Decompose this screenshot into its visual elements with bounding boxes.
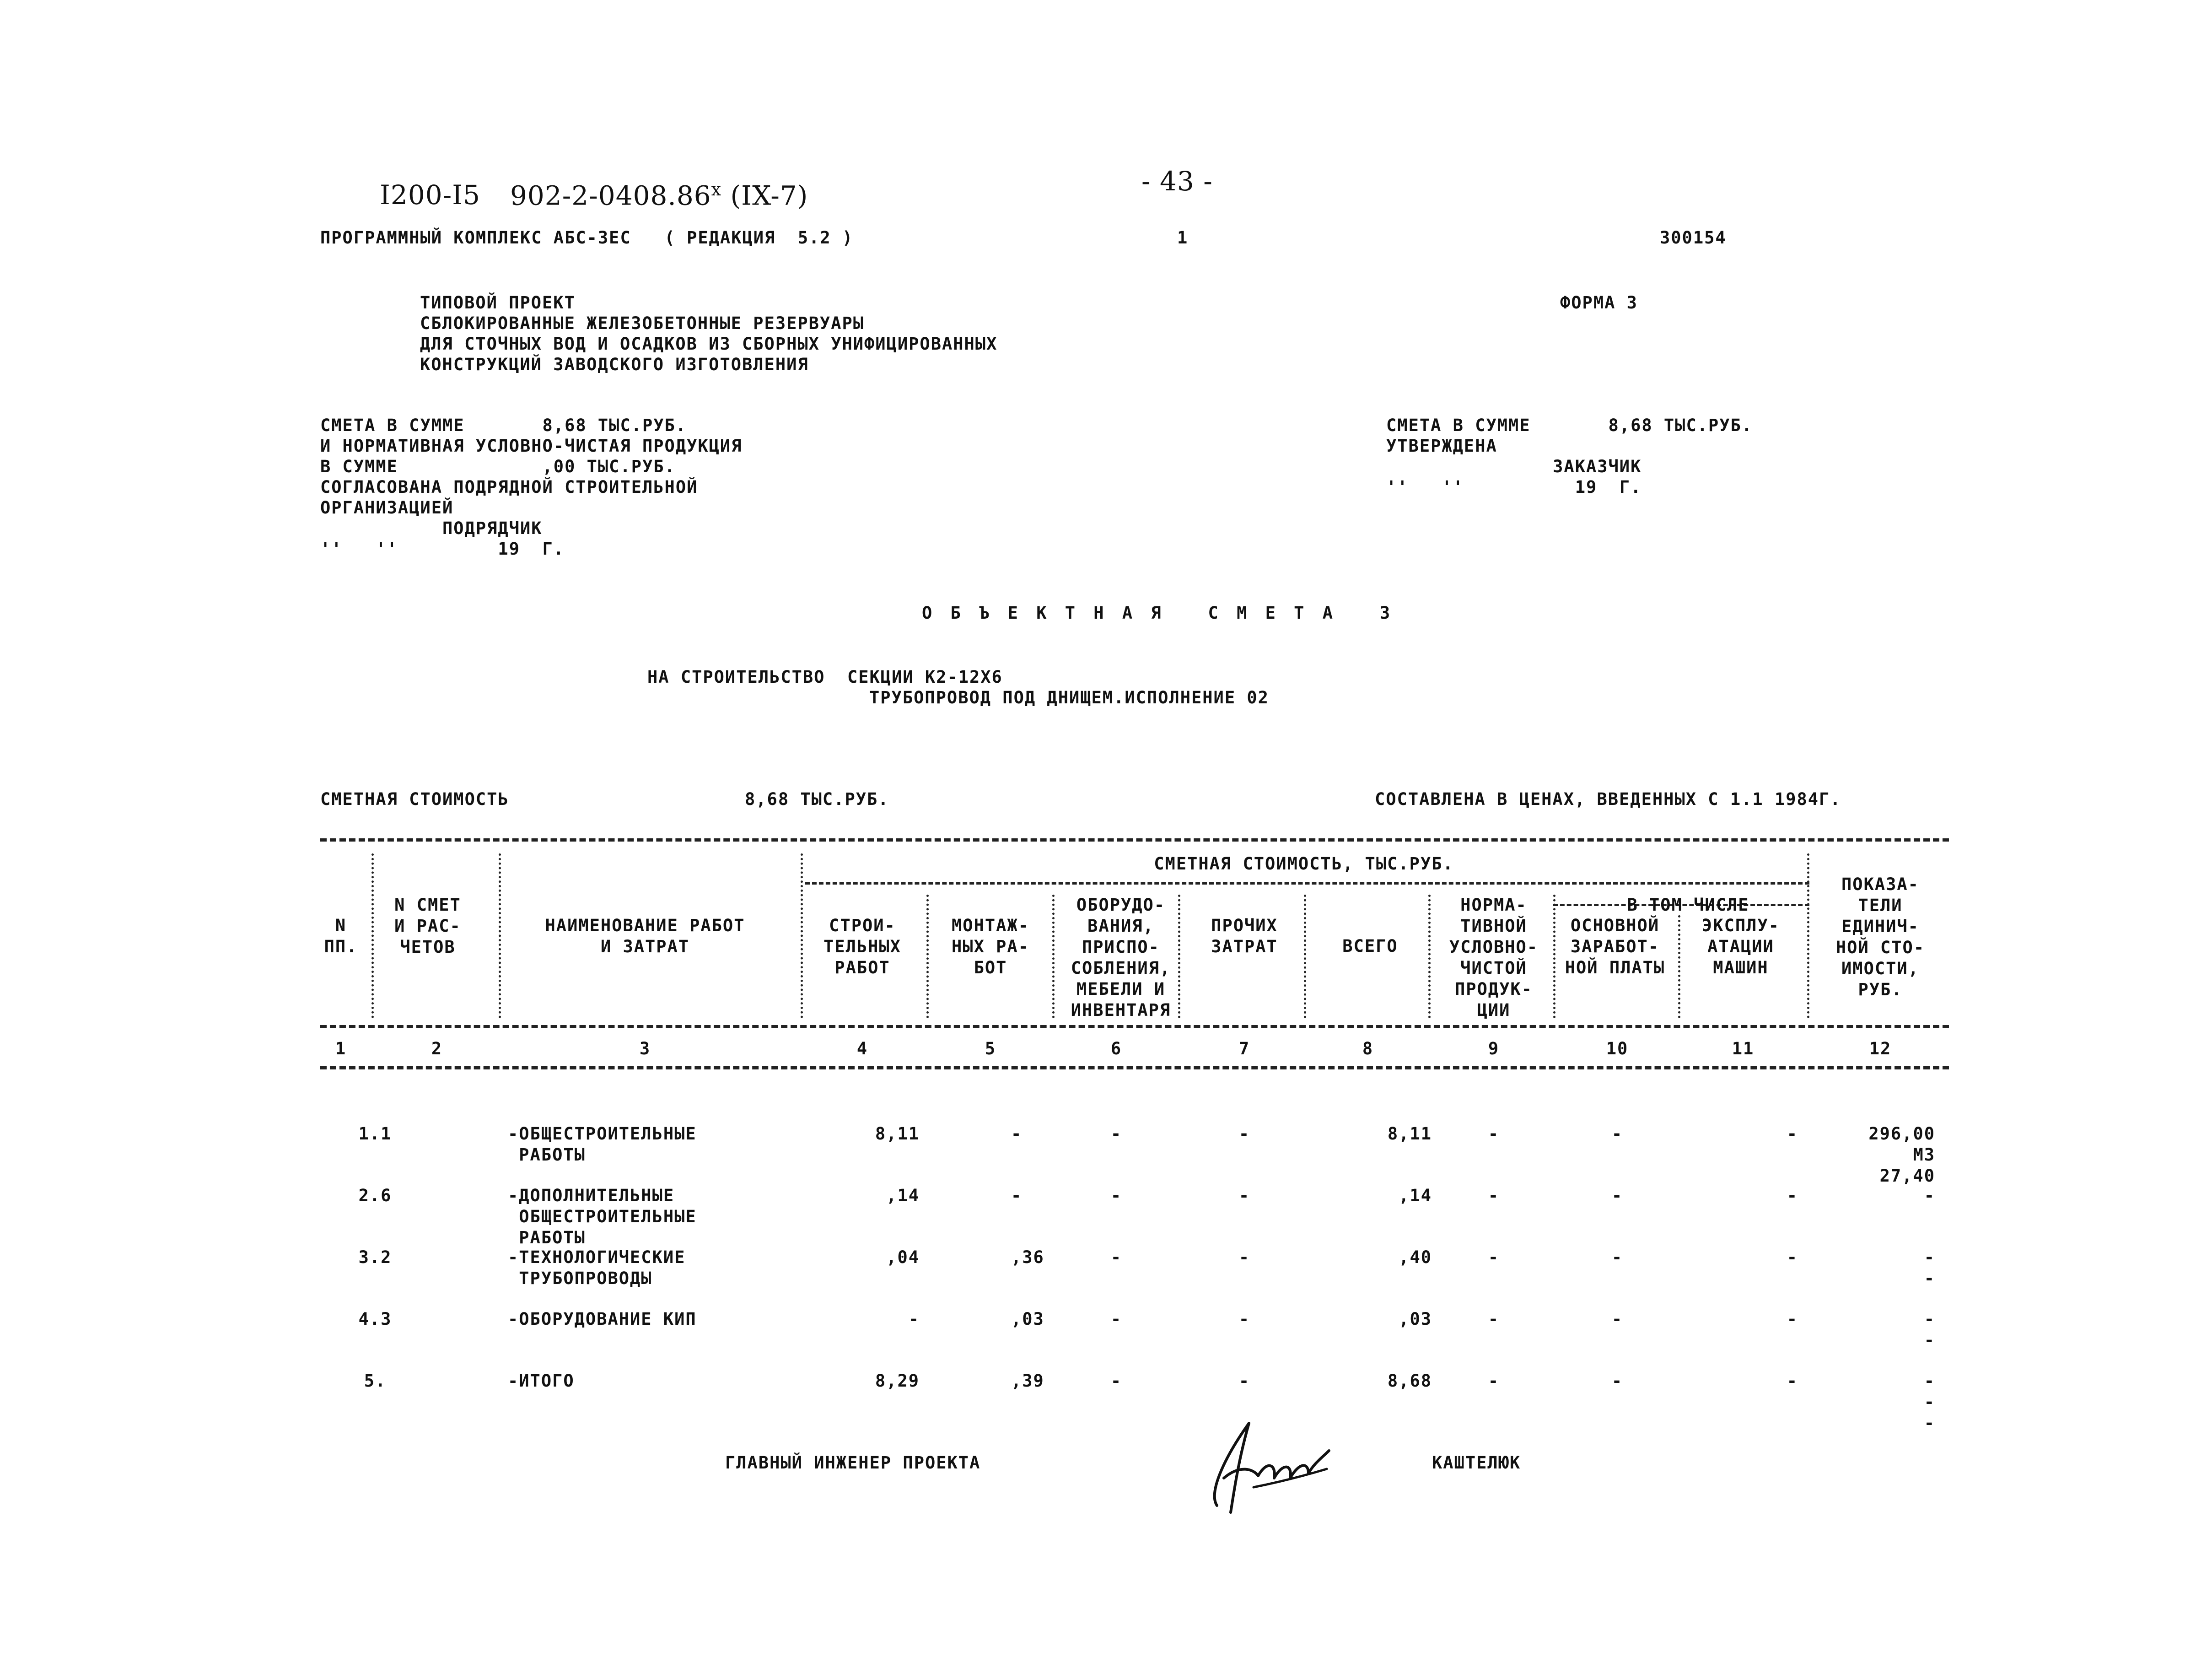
page-index: 1: [1177, 228, 1189, 248]
table-cell-c4: 8,11: [875, 1124, 920, 1144]
column-separator: [1052, 895, 1064, 1018]
table-cell-name: -ИТОГО: [508, 1371, 575, 1391]
group-header: СМЕТНАЯ СТОИМОСТЬ, ТЫС.РУБ.: [1154, 854, 1454, 874]
column-number-8: 8: [1362, 1039, 1374, 1058]
right-block-line-1: СМЕТА В СУММЕ 8,68 ТЫС.РУБ.: [1386, 416, 1753, 435]
header-bottom-border: [320, 1025, 1949, 1028]
table-cell-c9: -: [1488, 1247, 1500, 1267]
table-cell-c7: -: [1238, 1309, 1250, 1329]
left-block-line-1: СМЕТА В СУММЕ 8,68 ТЫС.РУБ.: [320, 416, 687, 435]
table-cell-c12: - -: [1924, 1309, 1935, 1350]
project-line-2: СБЛОКИРОВАННЫЕ ЖЕЛЕЗОБЕТОННЫЕ РЕЗЕРВУАРЫ: [420, 313, 865, 333]
table-cell-c5: -: [1011, 1186, 1023, 1205]
column-number-11: 11: [1732, 1039, 1755, 1058]
column-separator: [926, 895, 938, 1018]
table-cell-n: 4.3: [358, 1309, 392, 1329]
subject-line-2: ТРУБОПРОВОД ПОД ДНИЩЕМ.ИСПОЛНЕНИЕ 02: [869, 688, 1269, 707]
table-cell-c4: ,04: [886, 1247, 920, 1267]
table-cell-n: 5.: [364, 1371, 387, 1391]
table-cell-c8: ,40: [1399, 1247, 1432, 1267]
document-title: О Б Ъ Е К Т Н А Я С М Е Т А 3: [922, 603, 1394, 623]
column-header-12: ПОКАЗА- ТЕЛИ ЕДИНИЧ- НОЙ СТО- ИМОСТИ, РУБ.: [1835, 874, 1925, 999]
column-separator: [1678, 915, 1690, 1018]
column-header-5: МОНТАЖ- НЫХ РА- БОТ: [952, 916, 1029, 977]
column-header-8: ВСЕГО: [1342, 936, 1398, 956]
table-cell-c7: -: [1238, 1247, 1250, 1267]
column-number-12: 12: [1869, 1039, 1892, 1058]
column-number-3: 3: [639, 1039, 651, 1058]
column-separator: [1807, 853, 1819, 1018]
table-cell-name: -ТЕХНОЛОГИЧЕСКИЕ ТРУБОПРОВОДЫ: [508, 1247, 686, 1288]
table-cell-name: -ОБОРУДОВАНИЕ КИП: [508, 1309, 697, 1329]
column-number-2: 2: [431, 1039, 443, 1058]
table-cell-c9: -: [1488, 1371, 1500, 1391]
program-line: ПРОГРАММНЫЙ КОМПЛЕКС АБС-ЗЕС ( РЕДАКЦИЯ 5.2 ): [320, 228, 854, 248]
sheet-code: I200-I5: [380, 179, 481, 211]
column-number-4: 4: [856, 1039, 868, 1058]
signature: [1199, 1414, 1336, 1519]
column-number-6: 6: [1110, 1039, 1122, 1058]
page-number: - 43 -: [1141, 166, 1213, 197]
right-block-line-4: '' '' 19 Г.: [1386, 477, 1642, 497]
table-cell-c7: -: [1238, 1124, 1250, 1144]
table-cell-name: -ДОПОЛНИТЕЛЬНЫЕ ОБЩЕСТРОИТЕЛЬНЫЕ РАБОТЫ: [508, 1186, 697, 1247]
left-block-line-2: И НОРМАТИВНАЯ УСЛОВНО-ЧИСТАЯ ПРОДУКЦИЯ: [320, 436, 743, 456]
table-cell-c10: -: [1611, 1124, 1623, 1144]
column-header-3: НАИМЕНОВАНИЕ РАБОТ И ЗАТРАТ: [545, 916, 745, 956]
left-block-line-5: ОРГАНИЗАЦИЕЙ: [320, 498, 454, 518]
table-cell-c8: ,03: [1399, 1309, 1432, 1329]
subject-line-1: НА СТРОИТЕЛЬСТВО СЕКЦИИ К2-12Х6: [647, 667, 1003, 687]
subgroup-header: В ТОМ ЧИСЛЕ: [1627, 895, 1749, 915]
column-header-1: N ПП.: [324, 916, 358, 956]
column-separator: [371, 853, 383, 1018]
cost-value: 8,68 ТЫС.РУБ.: [745, 789, 889, 809]
table-cell-c8: 8,68: [1387, 1371, 1432, 1391]
project-line-4: КОНСТРУКЦИЙ ЗАВОДСКОГО ИЗГОТОВЛЕНИЯ: [420, 355, 809, 374]
table-cell-c10: -: [1611, 1371, 1623, 1391]
column-number-9: 9: [1488, 1039, 1500, 1058]
prices-note: СОСТАВЛЕНА В ЦЕНАХ, ВВЕДЕННЫХ С 1.1 1984Г.: [1375, 789, 1841, 809]
project-code: [510, 179, 808, 211]
column-separator: [1178, 895, 1189, 1018]
table-cell-c6: -: [1110, 1309, 1122, 1329]
table-cell-c6: -: [1110, 1124, 1122, 1144]
table-cell-c11: -: [1787, 1247, 1798, 1267]
project-code-number: 902-2-0408.86: [510, 180, 711, 211]
table-cell-c10: -: [1611, 1247, 1623, 1267]
table-cell-c6: -: [1110, 1371, 1122, 1391]
left-block-line-7: '' '' 19 Г.: [320, 539, 565, 559]
column-number-5: 5: [985, 1039, 996, 1058]
signatory-surname: КАШТЕЛЮК: [1432, 1453, 1521, 1473]
table-cell-c12: - - -: [1924, 1371, 1935, 1433]
table-cell-c11: -: [1787, 1309, 1798, 1329]
column-separator: [801, 853, 812, 1018]
table-cell-c5: ,39: [1011, 1371, 1044, 1391]
table-cell-c8: 8,11: [1387, 1124, 1432, 1144]
column-numbers-bottom-border: [320, 1066, 1949, 1069]
table-cell-c6: -: [1110, 1186, 1122, 1205]
column-separator: [1553, 895, 1565, 1018]
table-cell-c5: ,36: [1011, 1247, 1044, 1267]
table-top-border: [320, 838, 1949, 842]
table-cell-name: -ОБЩЕСТРОИТЕЛЬНЫЕ РАБОТЫ: [508, 1124, 697, 1165]
table-cell-c7: -: [1238, 1186, 1250, 1205]
column-header-9: НОРМА- ТИВНОЙ УСЛОВНО- ЧИСТОЙ ПРОДУК- ЦИИ: [1449, 895, 1539, 1020]
right-block-line-2: УТВЕРЖДЕНА: [1386, 436, 1497, 456]
project-line-1: ТИПОВОЙ ПРОЕКТ: [420, 293, 576, 313]
table-cell-n: 3.2: [358, 1247, 392, 1267]
column-header-7: ПРОЧИХ ЗАТРАТ: [1211, 916, 1278, 956]
table-cell-c12: - -: [1924, 1247, 1935, 1288]
table-cell-c5: -: [1011, 1124, 1023, 1144]
column-separator: [1428, 895, 1440, 1018]
project-line-3: ДЛЯ СТОЧНЫХ ВОД И ОСАДКОВ ИЗ СБОРНЫХ УНИФИЦИРОВАННЫХ: [420, 334, 998, 354]
table-cell-c10: -: [1611, 1186, 1623, 1205]
left-block-line-3: В СУММЕ ,00 ТЫС.РУБ.: [320, 457, 676, 476]
table-cell-c12: 296,00 М3 27,40: [1868, 1124, 1935, 1186]
left-block-line-6: ПОДРЯДЧИК: [320, 518, 543, 538]
table-cell-c5: ,03: [1011, 1309, 1044, 1329]
signatory-role: ГЛАВНЫЙ ИНЖЕНЕР ПРОЕКТА: [725, 1453, 981, 1473]
left-block-line-4: СОГЛАСОВАНА ПОДРЯДНОЙ СТРОИТЕЛЬНОЙ: [320, 477, 698, 497]
table-cell-n: 1.1: [358, 1124, 392, 1144]
column-number-7: 7: [1238, 1039, 1250, 1058]
table-cell-n: 2.6: [358, 1186, 392, 1205]
cost-label: СМЕТНАЯ СТОИМОСТЬ: [320, 789, 509, 809]
document-number: 300154: [1660, 228, 1727, 248]
group-header-rule: [805, 882, 1809, 885]
table-cell-c11: -: [1787, 1124, 1798, 1144]
table-cell-c9: -: [1488, 1309, 1500, 1329]
table-cell-c8: ,14: [1399, 1186, 1432, 1205]
table-cell-c4: 8,29: [875, 1371, 920, 1391]
table-cell-c4: ,14: [886, 1186, 920, 1205]
table-cell-c10: -: [1611, 1309, 1623, 1329]
table-cell-c9: -: [1488, 1124, 1500, 1144]
form-label: ФОРМА 3: [1560, 293, 1638, 313]
column-header-11: ЭКСПЛУ- АТАЦИИ МАШИН: [1702, 916, 1780, 977]
right-block-line-3: ЗАКАЗЧИК: [1386, 457, 1642, 476]
column-separator: [499, 853, 510, 1018]
column-separator: [1304, 895, 1315, 1018]
column-number-10: 10: [1606, 1039, 1629, 1058]
column-header-6: ОБОРУДО- ВАНИЯ, ПРИСПО- СОБЛЕНИЯ, МЕБЕЛИ И ИНВЕНТАРЯ: [1071, 895, 1171, 1020]
table-cell-c4: -: [908, 1309, 920, 1329]
table-cell-c7: -: [1238, 1371, 1250, 1391]
table-cell-c11: -: [1787, 1186, 1798, 1205]
column-header-4: СТРОИ- ТЕЛЬНЫХ РАБОТ: [823, 916, 901, 977]
table-cell-c11: -: [1787, 1371, 1798, 1391]
table-cell-c6: -: [1110, 1247, 1122, 1267]
column-header-10: ОСНОВНОЙ ЗАРАБОТ- НОЙ ПЛАТЫ: [1565, 916, 1665, 977]
table-cell-c12: -: [1924, 1186, 1935, 1205]
table-cell-c9: -: [1488, 1186, 1500, 1205]
project-code-mark: x: [711, 179, 722, 200]
column-header-2: N СМЕТ И РАС- ЧЕТОВ: [394, 895, 461, 957]
column-number-1: 1: [335, 1039, 347, 1058]
project-code-suffix: (IX-7): [730, 180, 808, 211]
